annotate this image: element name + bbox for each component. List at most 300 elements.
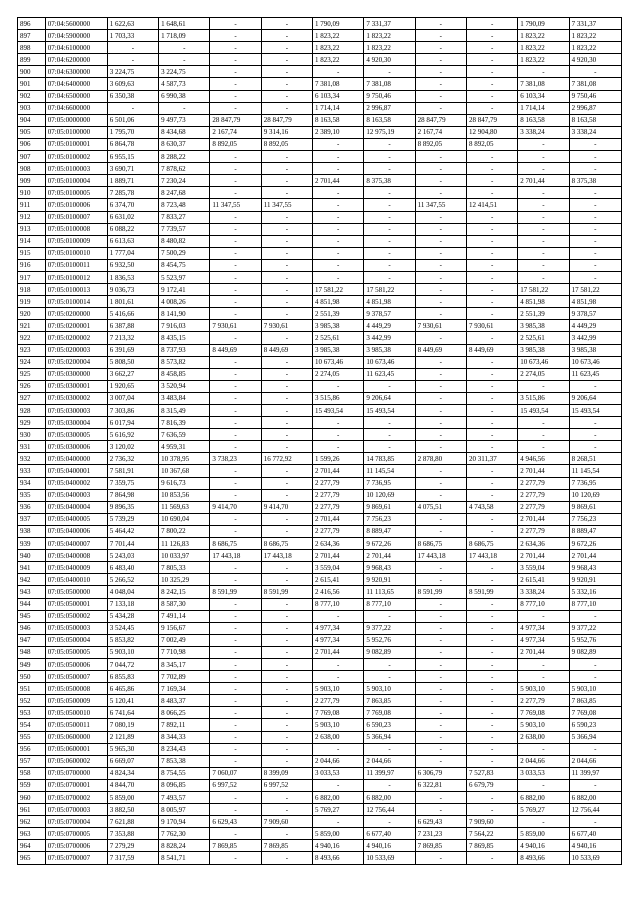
- value-cell: -: [518, 743, 569, 755]
- value-cell: -: [261, 66, 312, 78]
- value-cell: -: [518, 187, 569, 199]
- row-number-cell: 930: [18, 429, 46, 441]
- value-cell: -: [466, 18, 517, 30]
- value-cell: 2 044,66: [313, 755, 364, 767]
- value-cell: -: [261, 489, 312, 501]
- value-cell: 7 930,61: [466, 320, 517, 332]
- value-cell: -: [261, 646, 312, 658]
- value-cell: -: [466, 332, 517, 344]
- value-cell: -: [569, 187, 621, 199]
- code-cell: 07:05:0400002: [45, 477, 107, 489]
- value-cell: 2 416,56: [313, 586, 364, 598]
- table-row: [18, 683, 622, 695]
- value-cell: 3 120,02: [107, 441, 158, 453]
- value-cell: -: [518, 235, 569, 247]
- value-cell: 2 277,79: [313, 525, 364, 537]
- row-number-cell: 945: [18, 610, 46, 622]
- value-cell: -: [210, 513, 261, 525]
- value-cell: 2 701,44: [313, 465, 364, 477]
- value-cell: -: [261, 102, 312, 114]
- value-cell: 9 920,91: [364, 574, 415, 586]
- value-cell: -: [466, 392, 517, 404]
- value-cell: -: [569, 816, 621, 828]
- value-cell: -: [261, 30, 312, 42]
- value-cell: -: [466, 405, 517, 417]
- value-cell: 5 769,27: [313, 804, 364, 816]
- value-cell: 2 701,44: [518, 550, 569, 562]
- value-cell: 9 497,73: [159, 114, 210, 126]
- value-cell: 2 277,79: [313, 489, 364, 501]
- value-cell: 2 277,79: [313, 477, 364, 489]
- value-cell: 11 145,54: [569, 465, 621, 477]
- value-cell: -: [261, 610, 312, 622]
- value-cell: 17 443,18: [210, 550, 261, 562]
- value-cell: -: [466, 417, 517, 429]
- value-cell: -: [569, 138, 621, 150]
- value-cell: 8 344,33: [159, 731, 210, 743]
- value-cell: -: [261, 271, 312, 283]
- value-cell: 7 869,85: [415, 840, 466, 852]
- value-cell: -: [415, 296, 466, 308]
- value-cell: 7 769,08: [569, 707, 621, 719]
- code-cell: 07:05:0600001: [45, 743, 107, 755]
- value-cell: 8 234,43: [159, 743, 210, 755]
- table-row: [18, 634, 622, 646]
- value-cell: -: [466, 658, 517, 670]
- value-cell: -: [261, 719, 312, 731]
- value-cell: -: [415, 852, 466, 864]
- value-cell: 5 859,00: [518, 828, 569, 840]
- value-cell: 28 847,79: [261, 114, 312, 126]
- value-cell: -: [569, 417, 621, 429]
- row-number-cell: 922: [18, 332, 46, 344]
- value-cell: 8 247,68: [159, 187, 210, 199]
- table-row: [18, 114, 622, 126]
- value-cell: -: [466, 151, 517, 163]
- code-cell: 07:05:0500011: [45, 719, 107, 731]
- value-cell: -: [466, 743, 517, 755]
- value-cell: -: [210, 417, 261, 429]
- value-cell: 4 940,16: [364, 840, 415, 852]
- value-cell: -: [313, 271, 364, 283]
- value-cell: 8 777,10: [569, 598, 621, 610]
- value-cell: -: [261, 513, 312, 525]
- value-cell: 7 636,59: [159, 429, 210, 441]
- value-cell: 5 739,29: [107, 513, 158, 525]
- value-cell: 4 977,34: [313, 634, 364, 646]
- value-cell: -: [261, 695, 312, 707]
- value-cell: 7 353,88: [107, 828, 158, 840]
- value-cell: 2 277,79: [313, 695, 364, 707]
- table-row: [18, 477, 622, 489]
- value-cell: 4 946,56: [518, 453, 569, 465]
- value-cell: 10 673,46: [518, 356, 569, 368]
- table-row: [18, 54, 622, 66]
- value-cell: 8 163,58: [569, 114, 621, 126]
- row-number-cell: 913: [18, 223, 46, 235]
- row-number-cell: 955: [18, 731, 46, 743]
- value-cell: -: [313, 151, 364, 163]
- value-cell: 2 701,44: [518, 465, 569, 477]
- row-number-cell: 918: [18, 284, 46, 296]
- value-cell: -: [415, 477, 466, 489]
- code-cell: 07:04:5600000: [45, 18, 107, 30]
- value-cell: 6 677,40: [364, 828, 415, 840]
- value-cell: 10 325,29: [159, 574, 210, 586]
- value-cell: -: [466, 707, 517, 719]
- value-cell: -: [313, 816, 364, 828]
- value-cell: -: [210, 223, 261, 235]
- value-cell: -: [210, 18, 261, 30]
- table-row: [18, 296, 622, 308]
- value-cell: 2 736,32: [107, 453, 158, 465]
- value-cell: 2 701,44: [518, 175, 569, 187]
- value-cell: 2 638,00: [313, 731, 364, 743]
- value-cell: -: [313, 380, 364, 392]
- value-cell: -: [466, 465, 517, 477]
- value-cell: -: [210, 175, 261, 187]
- value-cell: -: [415, 634, 466, 646]
- value-cell: 2 701,44: [364, 550, 415, 562]
- value-cell: 7 285,78: [107, 187, 158, 199]
- table-body: [18, 18, 622, 865]
- value-cell: -: [210, 743, 261, 755]
- code-cell: 07:05:0300001: [45, 380, 107, 392]
- value-cell: 8 630,37: [159, 138, 210, 150]
- value-cell: -: [364, 138, 415, 150]
- value-cell: -: [313, 199, 364, 211]
- value-cell: -: [210, 163, 261, 175]
- value-cell: -: [261, 54, 312, 66]
- value-cell: -: [466, 308, 517, 320]
- value-cell: -: [261, 429, 312, 441]
- value-cell: -: [415, 211, 466, 223]
- value-cell: -: [466, 610, 517, 622]
- value-cell: 8 587,30: [159, 598, 210, 610]
- value-cell: 3 515,86: [313, 392, 364, 404]
- value-cell: 2 277,79: [518, 477, 569, 489]
- value-cell: 16 772,92: [261, 453, 312, 465]
- value-cell: -: [210, 30, 261, 42]
- value-cell: 6 882,00: [364, 792, 415, 804]
- value-cell: -: [261, 247, 312, 259]
- value-cell: 1 920,65: [107, 380, 158, 392]
- value-cell: -: [466, 296, 517, 308]
- value-cell: -: [466, 755, 517, 767]
- code-cell: 07:05:0200001: [45, 320, 107, 332]
- value-cell: 6 882,00: [569, 792, 621, 804]
- value-cell: 8 686,75: [210, 538, 261, 550]
- value-cell: -: [261, 380, 312, 392]
- row-number-cell: 948: [18, 646, 46, 658]
- value-cell: 5 903,10: [313, 719, 364, 731]
- value-cell: 7 231,23: [415, 828, 466, 840]
- value-cell: 9 616,73: [159, 477, 210, 489]
- value-cell: 8 591,99: [415, 586, 466, 598]
- value-cell: -: [466, 634, 517, 646]
- value-cell: 2 701,44: [313, 513, 364, 525]
- value-cell: 8 454,75: [159, 259, 210, 271]
- row-number-cell: 965: [18, 852, 46, 864]
- value-cell: 3 224,75: [107, 66, 158, 78]
- value-cell: 3 662,27: [107, 368, 158, 380]
- value-cell: 8 777,10: [364, 598, 415, 610]
- row-number-cell: 904: [18, 114, 46, 126]
- value-cell: -: [261, 235, 312, 247]
- code-cell: 07:05:0400009: [45, 562, 107, 574]
- table-row: [18, 816, 622, 828]
- value-cell: -: [518, 816, 569, 828]
- value-cell: -: [313, 211, 364, 223]
- row-number-cell: 954: [18, 719, 46, 731]
- code-cell: 07:05:0500006: [45, 658, 107, 670]
- value-cell: -: [364, 816, 415, 828]
- code-cell: 07:05:0400004: [45, 501, 107, 513]
- value-cell: 15 493,54: [569, 405, 621, 417]
- table-row: [18, 767, 622, 779]
- value-cell: 12 975,19: [364, 126, 415, 138]
- value-cell: 3 882,50: [107, 804, 158, 816]
- row-number-cell: 939: [18, 538, 46, 550]
- value-cell: 8 483,37: [159, 695, 210, 707]
- value-cell: 1 795,70: [107, 126, 158, 138]
- code-cell: 07:05:0700003: [45, 804, 107, 816]
- value-cell: 4 851,98: [518, 296, 569, 308]
- row-number-cell: 923: [18, 344, 46, 356]
- value-cell: -: [415, 78, 466, 90]
- value-cell: -: [569, 671, 621, 683]
- value-cell: 7 381,08: [518, 78, 569, 90]
- value-cell: 11 569,63: [159, 501, 210, 513]
- value-cell: 7 080,19: [107, 719, 158, 731]
- value-cell: 17 443,18: [466, 550, 517, 562]
- row-number-cell: 916: [18, 259, 46, 271]
- value-cell: -: [569, 235, 621, 247]
- value-cell: 7 621,88: [107, 816, 158, 828]
- value-cell: -: [210, 562, 261, 574]
- row-number-cell: 924: [18, 356, 46, 368]
- table-row: [18, 453, 622, 465]
- value-cell: 5 366,94: [364, 731, 415, 743]
- value-cell: -: [107, 54, 158, 66]
- table-row: [18, 90, 622, 102]
- value-cell: 1 823,22: [313, 42, 364, 54]
- value-cell: 1 823,22: [313, 30, 364, 42]
- value-cell: 6 017,94: [107, 417, 158, 429]
- value-cell: -: [415, 151, 466, 163]
- value-cell: 8 268,51: [569, 453, 621, 465]
- value-cell: 3 985,38: [518, 344, 569, 356]
- value-cell: -: [466, 731, 517, 743]
- value-cell: 4 008,26: [159, 296, 210, 308]
- row-number-cell: 949: [18, 658, 46, 670]
- table-row: [18, 223, 622, 235]
- value-cell: -: [261, 308, 312, 320]
- code-cell: 07:04:6500000: [45, 90, 107, 102]
- value-cell: -: [415, 429, 466, 441]
- value-cell: 28 847,79: [210, 114, 261, 126]
- value-cell: 3 338,24: [569, 126, 621, 138]
- value-cell: 7 930,61: [210, 320, 261, 332]
- value-cell: -: [466, 223, 517, 235]
- value-cell: -: [210, 235, 261, 247]
- value-cell: 2 525,61: [313, 332, 364, 344]
- row-number-cell: 961: [18, 804, 46, 816]
- value-cell: -: [466, 562, 517, 574]
- row-number-cell: 963: [18, 828, 46, 840]
- value-cell: 7 863,85: [569, 695, 621, 707]
- row-number-cell: 938: [18, 525, 46, 537]
- code-cell: 07:05:0400001: [45, 465, 107, 477]
- value-cell: -: [415, 622, 466, 634]
- code-cell: 07:05:0100004: [45, 175, 107, 187]
- value-cell: 4 977,34: [313, 622, 364, 634]
- row-number-cell: 931: [18, 441, 46, 453]
- value-cell: -: [210, 405, 261, 417]
- row-number-cell: 908: [18, 163, 46, 175]
- value-cell: -: [415, 562, 466, 574]
- value-cell: -: [364, 610, 415, 622]
- table-row: [18, 562, 622, 574]
- value-cell: 8 889,47: [364, 525, 415, 537]
- code-cell: 07:04:6100000: [45, 42, 107, 54]
- code-cell: 07:05:0100007: [45, 211, 107, 223]
- value-cell: 7 736,95: [364, 477, 415, 489]
- value-cell: 7 002,49: [159, 634, 210, 646]
- value-cell: 3 007,04: [107, 392, 158, 404]
- table-row: [18, 574, 622, 586]
- value-cell: 1 801,61: [107, 296, 158, 308]
- value-cell: -: [210, 610, 261, 622]
- table-row: [18, 598, 622, 610]
- value-cell: 2 121,89: [107, 731, 158, 743]
- table-row: [18, 211, 622, 223]
- value-cell: 2 551,39: [313, 308, 364, 320]
- value-cell: 4 743,58: [466, 501, 517, 513]
- value-cell: -: [569, 259, 621, 271]
- row-number-cell: 900: [18, 66, 46, 78]
- value-cell: -: [466, 78, 517, 90]
- code-cell: 07:05:0400003: [45, 489, 107, 501]
- value-cell: 17 581,22: [518, 284, 569, 296]
- value-cell: -: [261, 465, 312, 477]
- value-cell: -: [415, 380, 466, 392]
- row-number-cell: 912: [18, 211, 46, 223]
- value-cell: 17 581,22: [569, 284, 621, 296]
- value-cell: 7 805,33: [159, 562, 210, 574]
- value-cell: -: [364, 271, 415, 283]
- value-cell: -: [210, 66, 261, 78]
- value-cell: -: [415, 90, 466, 102]
- code-cell: 07:05:0700007: [45, 852, 107, 864]
- value-cell: 4 844,70: [107, 779, 158, 791]
- row-number-cell: 926: [18, 380, 46, 392]
- value-cell: 7 769,08: [518, 707, 569, 719]
- value-cell: 8 573,82: [159, 356, 210, 368]
- value-cell: 9 036,73: [107, 284, 158, 296]
- value-cell: 8 066,25: [159, 707, 210, 719]
- value-cell: 9 869,61: [364, 501, 415, 513]
- value-cell: 7 869,85: [466, 840, 517, 852]
- value-cell: 1 599,26: [313, 453, 364, 465]
- value-cell: -: [313, 247, 364, 259]
- value-cell: 7 581,91: [107, 465, 158, 477]
- table-row: [18, 380, 622, 392]
- table-row: [18, 658, 622, 670]
- value-cell: 8 892,05: [466, 138, 517, 150]
- table-row: [18, 610, 622, 622]
- value-cell: -: [415, 223, 466, 235]
- row-number-cell: 917: [18, 271, 46, 283]
- value-cell: 9 082,89: [364, 646, 415, 658]
- value-cell: 7 230,24: [159, 175, 210, 187]
- value-cell: 10 673,46: [313, 356, 364, 368]
- value-cell: 3 985,38: [313, 320, 364, 332]
- value-cell: 5 965,30: [107, 743, 158, 755]
- value-cell: 6 391,69: [107, 344, 158, 356]
- value-cell: -: [518, 66, 569, 78]
- value-cell: 7 564,22: [466, 828, 517, 840]
- value-cell: -: [261, 731, 312, 743]
- value-cell: -: [210, 622, 261, 634]
- value-cell: -: [518, 271, 569, 283]
- code-cell: 07:04:6400000: [45, 78, 107, 90]
- value-cell: -: [466, 259, 517, 271]
- value-cell: -: [364, 259, 415, 271]
- value-cell: 12 414,51: [466, 199, 517, 211]
- value-cell: 9 920,91: [569, 574, 621, 586]
- value-cell: -: [210, 441, 261, 453]
- value-cell: 8 541,71: [159, 852, 210, 864]
- value-cell: -: [159, 102, 210, 114]
- value-cell: 8 892,05: [261, 138, 312, 150]
- value-cell: -: [415, 755, 466, 767]
- value-cell: 2 878,80: [415, 453, 466, 465]
- value-cell: 6 350,38: [107, 90, 158, 102]
- value-cell: 8 686,75: [261, 538, 312, 550]
- value-cell: 14 783,85: [364, 453, 415, 465]
- value-cell: -: [210, 671, 261, 683]
- value-cell: 11 623,45: [569, 368, 621, 380]
- table-row: [18, 259, 622, 271]
- value-cell: 7 317,59: [107, 852, 158, 864]
- value-cell: 1 718,09: [159, 30, 210, 42]
- table-row: [18, 465, 622, 477]
- value-cell: -: [466, 719, 517, 731]
- value-cell: 8 005,97: [159, 804, 210, 816]
- value-cell: 9 414,70: [261, 501, 312, 513]
- code-cell: 07:05:0500005: [45, 646, 107, 658]
- value-cell: 9 172,41: [159, 284, 210, 296]
- value-cell: 1 823,22: [569, 42, 621, 54]
- table-row: [18, 199, 622, 211]
- value-cell: 5 434,28: [107, 610, 158, 622]
- row-number-cell: 906: [18, 138, 46, 150]
- value-cell: -: [210, 828, 261, 840]
- table-row: [18, 344, 622, 356]
- code-cell: 07:05:0100003: [45, 163, 107, 175]
- value-cell: -: [518, 671, 569, 683]
- value-cell: 2 277,79: [518, 501, 569, 513]
- value-cell: -: [210, 695, 261, 707]
- code-cell: 07:05:0500003: [45, 622, 107, 634]
- value-cell: -: [415, 417, 466, 429]
- value-cell: 8 345,17: [159, 658, 210, 670]
- value-cell: -: [415, 368, 466, 380]
- value-cell: -: [210, 731, 261, 743]
- value-cell: 5 859,00: [107, 792, 158, 804]
- value-cell: 7 331,37: [364, 18, 415, 30]
